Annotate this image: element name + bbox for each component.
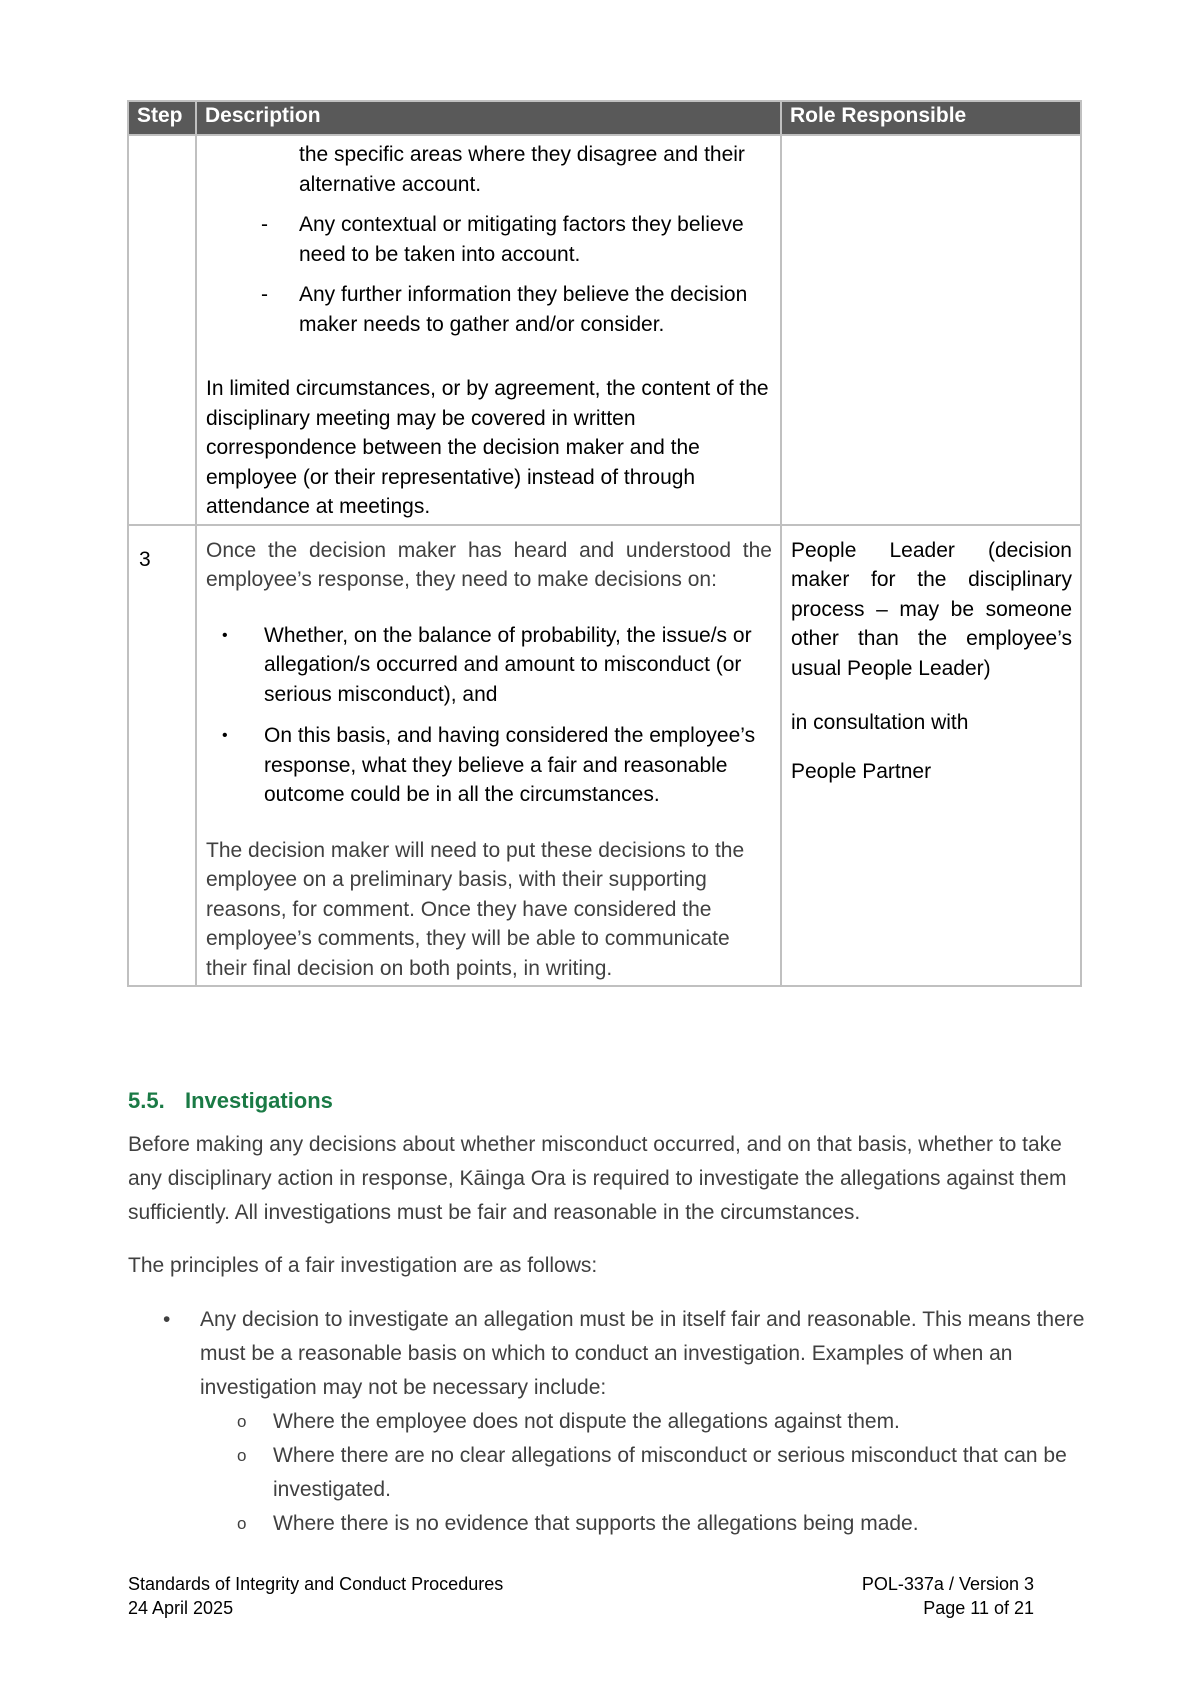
list-item: • On this basis, and having considered the employee’s response, what they believe a fair and reasonable outcome could be in all the circumstances.: [222, 721, 772, 810]
sub-list-item: o Where the employee does not dispute the allegations against them.: [237, 1405, 1092, 1439]
footer-right: [780, 1572, 1034, 1620]
table-header-row: [128, 101, 1081, 135]
footer-left: [128, 1572, 503, 1620]
bullet-icon: •: [222, 727, 228, 744]
list-item: - Any further information they believe the decision maker needs to gather and/or consider.: [261, 280, 772, 339]
list-item: • Any decision to investigate an allegation must be in itself fair and reasonable. This means there must be a reasonable basis on which to conduct an investigation. Examples of when an investigation may not be necessary include:: [163, 1303, 1088, 1405]
footer-doc-title: Standards of Integrity and Conduct Procedures: [128, 1574, 504, 1594]
role-secondary: People Partner: [791, 759, 932, 783]
continued-text: the specific areas where they disagree and their alternative account.: [299, 143, 745, 196]
description-cell: [196, 135, 781, 525]
table-row: [128, 525, 1081, 987]
intro-paragraph: Before making any decisions about whether misconduct occurred, and on that basis, whether to take any disciplinary action in response, Kāinga Ora is required to investigate the allegations against them sufficiently. All investigations must be fair and reasonable in the circumstances.: [128, 1133, 1067, 1224]
circle-bullet-icon: o: [237, 1514, 247, 1533]
list-item: • Whether, on the balance of probability, the issue/s or allegation/s occurred and amount to misconduct (or serious misconduct), and: [222, 621, 772, 710]
section-title: Investigations: [185, 1088, 333, 1113]
footer-page-number: Page 11 of 21: [923, 1598, 1034, 1618]
step-cell: 3: [128, 525, 196, 987]
circle-bullet-icon: o: [237, 1446, 247, 1465]
intro-paragraph: Once the decision maker has heard and understood the employee’s response, they need to make decisions on:: [206, 538, 772, 591]
principles-lead: The principles of a fair investigation are as follows:: [128, 1254, 598, 1277]
section-number: 5.5.: [128, 1088, 165, 1113]
column-header-role: Role Responsible: [781, 101, 1081, 135]
footer-date: 24 April 2025: [128, 1598, 234, 1618]
column-header-description: Description: [196, 101, 781, 135]
bullet-icon: •: [222, 626, 228, 644]
footer-doc-id: POL-337a / Version 3: [861, 1574, 1034, 1594]
role-cell: [781, 525, 1081, 987]
table-row: [128, 135, 1081, 525]
sub-list-item: o Where there is no evidence that supports the allegations being made.: [237, 1507, 1092, 1541]
sub-list-item: o Where there are no clear allegations of misconduct or serious misconduct that can be investigated.: [237, 1439, 1092, 1507]
bullet-icon: •: [163, 1308, 171, 1331]
dash-marker: -: [261, 283, 268, 306]
closing-paragraph: In limited circumstances, or by agreement, the content of the disciplinary meeting may be covered in written correspondence between the decision maker and the employee (or their representative) instead of through attendance at meetings.: [206, 377, 769, 518]
circle-bullet-icon: o: [237, 1412, 247, 1431]
closing-paragraph: The decision maker will need to put these decisions to the employee on a preliminary basis, with their supporting reasons, for comment. Once they have considered the employee’s comments, they will be able to communicate their final decision on both points, in writing.: [206, 838, 745, 980]
description-cell: [196, 525, 781, 987]
column-header-step: Step: [128, 101, 196, 135]
role-primary: People Leader (decision maker for the disciplinary process – may be someone other than the employee’s usual People Leader): [791, 538, 1072, 680]
role-cell: [781, 135, 1081, 525]
procedure-table: [127, 100, 1082, 987]
step-cell: [128, 135, 196, 525]
role-connector: in consultation with: [791, 711, 969, 734]
section-heading: [128, 1088, 333, 1114]
dash-marker: -: [261, 213, 268, 236]
list-item: - Any contextual or mitigating factors they believe need to be taken into account.: [261, 210, 772, 269]
